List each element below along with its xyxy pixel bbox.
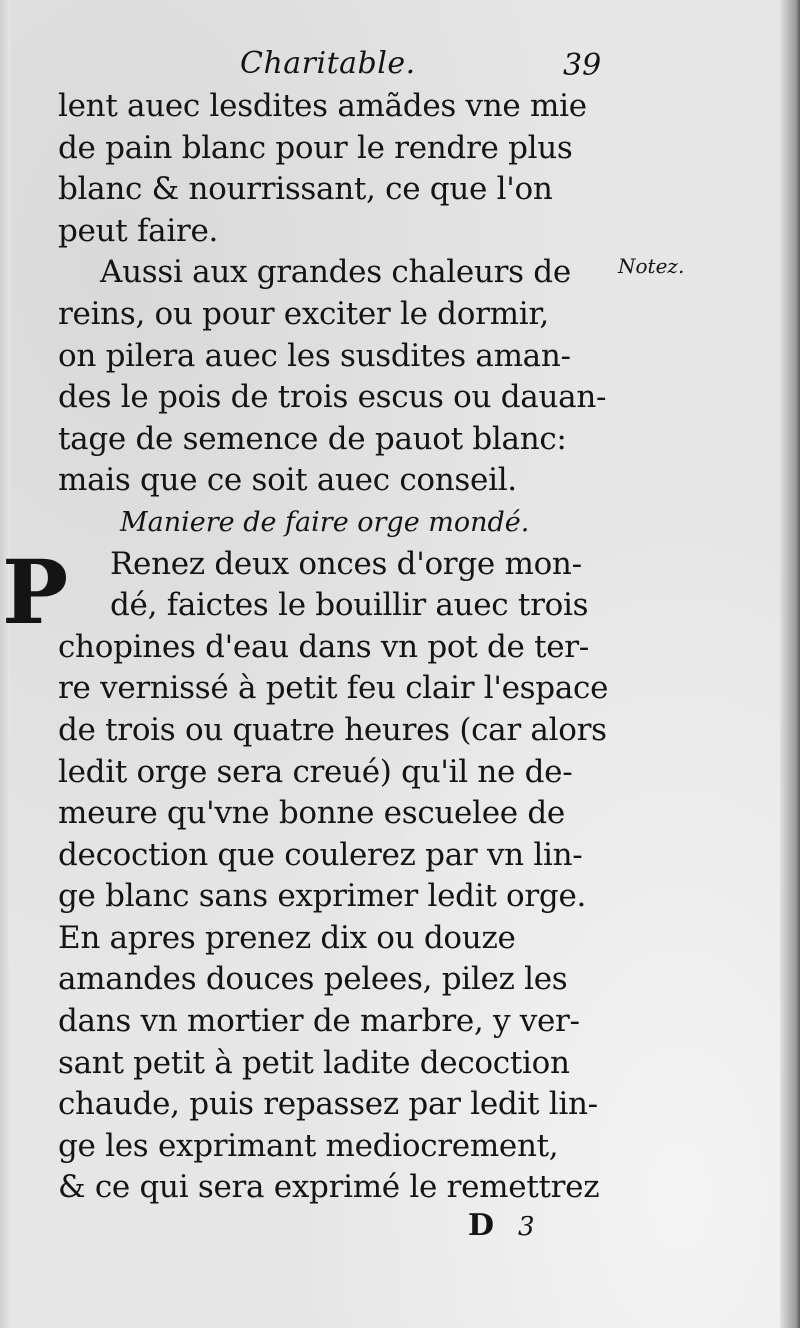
drop-cap: P <box>2 540 69 644</box>
signature-mark: D <box>468 1208 495 1243</box>
text-line: Renez deux onces d'orge mon- <box>110 545 582 582</box>
text-line: chaude, puis repassez par ledit lin- <box>58 1086 598 1123</box>
text-line: ge blanc sans exprimer ledit orge. <box>58 878 587 915</box>
text-line: des le pois de trois escus ou dauan- <box>58 379 607 416</box>
page-number: 39 <box>563 48 602 83</box>
text-line: sant petit à petit ladite decoction <box>58 1044 570 1081</box>
text-line: re vernissé à petit feu clair l'espace <box>58 670 609 707</box>
text-line: peut faire. <box>58 212 219 249</box>
running-head: Charitable. <box>240 46 416 81</box>
section-heading: Maniere de faire orge mondé. <box>120 506 530 538</box>
text-line: mais que ce soit auec conseil. <box>58 462 517 499</box>
text-line: de trois ou quatre heures (car alors <box>58 711 607 748</box>
marginal-note: Notez. <box>618 254 685 278</box>
text-line: meure qu'vne bonne escuelee de <box>58 795 565 832</box>
text-line: En apres prenez dix ou douze <box>58 919 516 956</box>
text-line: dans vn mortier de marbre, y ver- <box>58 1003 580 1040</box>
text-line: tage de semence de pauot blanc: <box>58 420 567 457</box>
text-line: decoction que coulerez par vn lin- <box>58 836 583 873</box>
text-line: reins, ou pour exciter le dormir, <box>58 295 549 332</box>
text-line: lent auec lesdites amãdes vne mie <box>58 88 587 124</box>
text-line: on pilera auec les susdites aman- <box>58 337 571 374</box>
text-line: amandes douces pelees, pilez les <box>58 961 568 998</box>
text-line: ledit orge sera creué) qu'il ne de- <box>58 753 573 790</box>
text-line: & ce qui sera exprimé le remettrez <box>58 1169 600 1206</box>
text-line: Aussi aux grandes chaleurs de <box>100 254 571 291</box>
signature-number: 3 <box>518 1212 535 1242</box>
text-line: dé, faictes le bouillir auec trois <box>110 587 589 624</box>
page-right-edge <box>780 0 800 1328</box>
text-line: de pain blanc pour le rendre plus <box>58 129 573 166</box>
text-line: blanc & nourrissant, ce que l'on <box>58 171 553 208</box>
text-line: ge les exprimant mediocrement, <box>58 1127 559 1164</box>
body-text <box>58 86 618 1209</box>
text-line: chopines d'eau dans vn pot de ter- <box>58 628 589 665</box>
page-left-edge <box>0 0 10 1328</box>
